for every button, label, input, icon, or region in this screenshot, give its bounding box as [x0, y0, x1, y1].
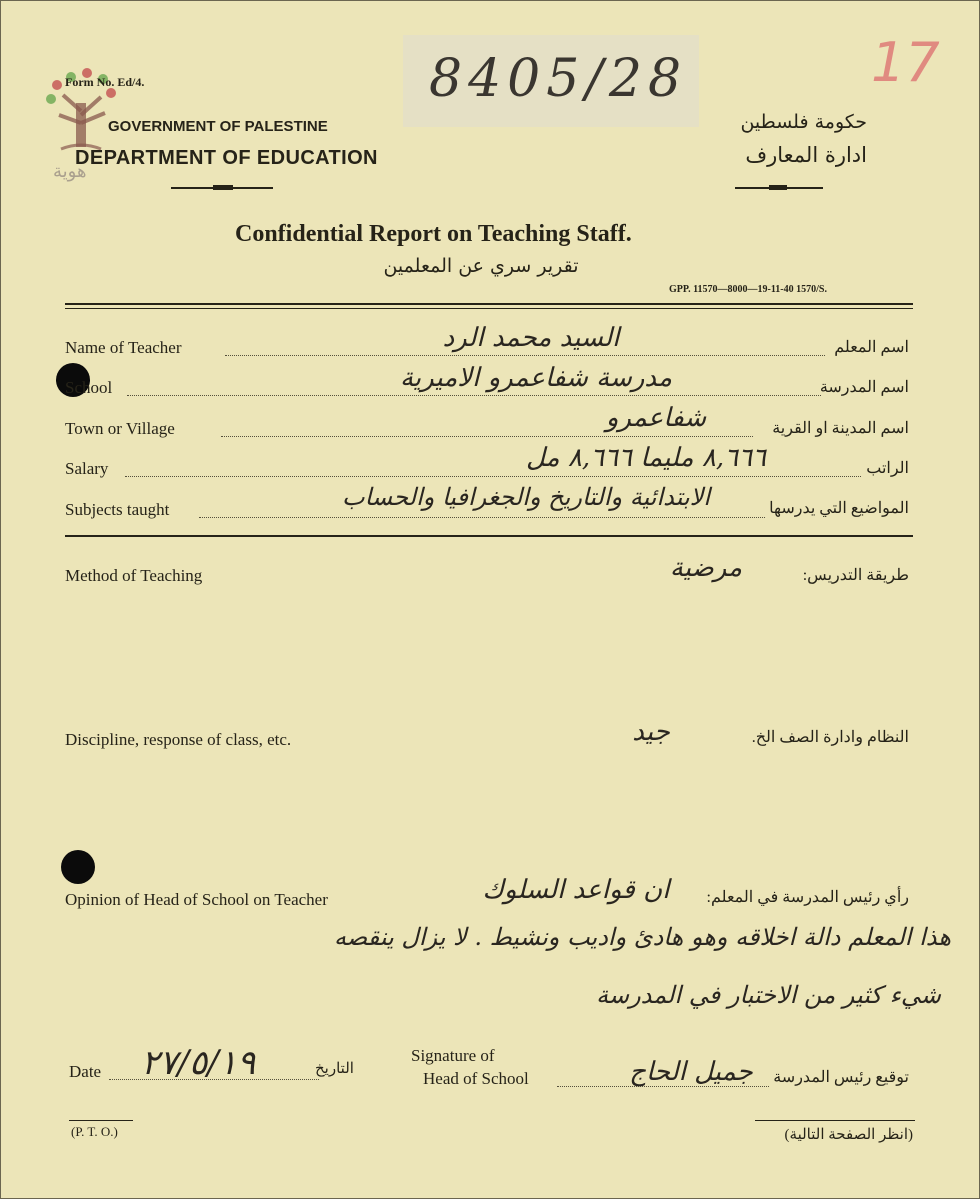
- report-title: Confidential Report on Teaching Staff.: [235, 221, 632, 247]
- field-label-ar-salary: الراتب: [866, 460, 909, 477]
- signature-label-ar: توقيع رئيس المدرسة: [773, 1069, 909, 1086]
- top-rule-1: [65, 303, 913, 305]
- logo-watermark-text: هوية: [53, 161, 87, 181]
- field-label-town: Town or Village: [65, 419, 175, 438]
- field-label-salary: Salary: [65, 459, 109, 478]
- opinion-label-ar: رأي رئيس المدرسة في المعلم:: [706, 889, 909, 906]
- form-number: Form No. Ed/4.: [65, 75, 145, 89]
- field-label-school: School: [65, 378, 113, 397]
- government-title: GOVERNMENT OF PALESTINE: [108, 118, 328, 135]
- top-rule-2: [65, 308, 913, 309]
- field-label-ar-subjects: المواضيع التي يدرسها: [769, 500, 909, 517]
- opinion-line-1: ان قواعد السلوك: [482, 875, 670, 905]
- government-title-ar: حكومة فلسطين: [740, 111, 867, 133]
- method-label: Method of Teaching: [65, 566, 203, 585]
- field-label-ar-name: اسم المعلم: [834, 339, 909, 356]
- signature-value: جميل الحاج: [629, 1057, 753, 1087]
- pto-rule: [69, 1120, 133, 1121]
- field-dots-school: [127, 395, 821, 396]
- field-dots-town: [221, 436, 753, 437]
- corner-mark: 17: [871, 31, 940, 94]
- opinion-line-2: هذا المعلم دالة اخلاقه وهو هادئ واديب ونشيط . لا يزال ينقصه: [334, 923, 951, 951]
- field-value-town: شفاعمرو: [605, 403, 707, 433]
- department-title: DEPARTMENT OF EDUCATION: [75, 147, 378, 169]
- date-label-ar: التاريخ: [315, 1061, 354, 1077]
- field-value-salary: ٨,٦٦٦ مليما ٨,٦٦٦ مل: [525, 443, 766, 473]
- field-dots-salary: [125, 476, 861, 477]
- discipline-label: Discipline, response of class, etc.: [65, 730, 292, 749]
- signature-label-1: Signature of: [411, 1046, 495, 1065]
- signature-label-2: Head of School: [423, 1069, 529, 1088]
- field-label-ar-school: اسم المدرسة: [819, 379, 909, 396]
- opinion-label: Opinion of Head of School on Teacher: [65, 890, 328, 909]
- discipline-label-ar: النظام وادارة الصف الخ.: [751, 729, 909, 746]
- report-title-ar: تقرير سري عن المعلمين: [383, 255, 579, 277]
- header-left-dash: [213, 185, 233, 190]
- date-value: ٢٧/٥/١٩: [141, 1043, 256, 1083]
- date-label: Date: [69, 1062, 102, 1081]
- field-dots-name: [225, 355, 825, 356]
- field-label-name: Name of Teacher: [65, 338, 182, 357]
- method-value: مرضية: [669, 553, 743, 583]
- fields-bottom-rule: [65, 535, 913, 537]
- discipline-value: جيد: [632, 717, 670, 747]
- department-title-ar: ادارة المعارف: [745, 143, 867, 167]
- file-number: 8405/28: [429, 49, 688, 109]
- print-code: GPP. 11570—8000—19-11-40 1570/S.: [669, 284, 827, 295]
- header-right-dash: [769, 185, 787, 190]
- opinion-line-3: شيء كثير من الاختبار في المدرسة: [596, 981, 941, 1009]
- field-dots-subjects: [199, 517, 765, 518]
- pto-note: (P. T. O.): [71, 1124, 118, 1139]
- field-value-name: السيد محمد الرد: [442, 323, 620, 353]
- next-page-note: (انظر الصفحة التالية): [784, 1127, 913, 1143]
- field-value-school: مدرسة شفاعمرو الاميرية: [399, 363, 673, 393]
- method-label-ar: طريقة التدريس:: [802, 567, 909, 584]
- next-page-rule: [755, 1120, 915, 1121]
- field-label-ar-town: اسم المدينة او القرية: [772, 420, 909, 437]
- punch-hole-bottom: [61, 850, 95, 884]
- field-value-subjects: الابتدائية والتاريخ والجغرافيا والحساب: [341, 483, 711, 511]
- field-label-subjects: Subjects taught: [65, 500, 170, 519]
